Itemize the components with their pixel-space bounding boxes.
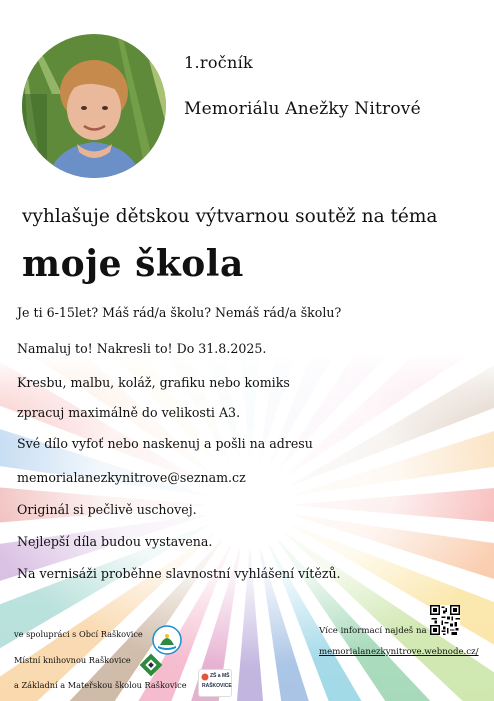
edition-title: 1.ročník bbox=[184, 53, 254, 72]
memorial-title: Memoriálu Anežky Nitrové bbox=[184, 99, 421, 119]
school-logo-text-line2: RAŠKOVICE bbox=[202, 683, 232, 689]
library-logo-icon bbox=[138, 652, 164, 678]
village-emblem-icon bbox=[152, 625, 182, 655]
announcement-text: vyhlašuje dětskou výtvarnou soutěž na téma bbox=[22, 206, 438, 227]
school-logo bbox=[198, 669, 232, 697]
body-line: Namaluj to! Nakresli to! Do 31.8.2025. bbox=[17, 341, 267, 356]
body-line: zpracuj maximálně do velikosti A3. bbox=[17, 405, 241, 420]
partner-line: ve spolupráci s Obcí Raškovice bbox=[14, 629, 143, 639]
theme-heading: moje škola bbox=[22, 243, 244, 285]
more-info-label: Více informací najdeš na bbox=[319, 626, 427, 636]
partner-line: a Základní a Mateřskou školou Raškovice bbox=[14, 680, 187, 690]
portrait-photo bbox=[22, 34, 166, 178]
body-line: Kresbu, malbu, koláž, grafiku nebo komiks bbox=[17, 375, 290, 390]
school-leaf-icon bbox=[201, 673, 209, 681]
body-line: Na vernisáži proběhne slavnostní vyhlášení vítězů. bbox=[17, 566, 341, 581]
email-address[interactable]: memorialanezkynitrove@seznam.cz bbox=[17, 470, 246, 485]
body-line: Je ti 6-15let? Máš rád/a školu? Nemáš rád/a školu? bbox=[17, 305, 342, 320]
body-line: Originál si pečlivě uschovej. bbox=[17, 502, 197, 517]
partner-line: Místní knihovnou Raškovice bbox=[14, 655, 131, 665]
qr-code-icon[interactable] bbox=[430, 605, 460, 635]
body-line: Své dílo vyfoť nebo naskenuj a pošli na adresu bbox=[17, 436, 313, 451]
website-link[interactable]: memorialanezkynitrove.webnode.cz/ bbox=[319, 647, 479, 657]
school-logo-text-line1: ZŠ a MŠ bbox=[210, 673, 230, 679]
body-line: Nejlepší díla budou vystavena. bbox=[17, 534, 213, 549]
